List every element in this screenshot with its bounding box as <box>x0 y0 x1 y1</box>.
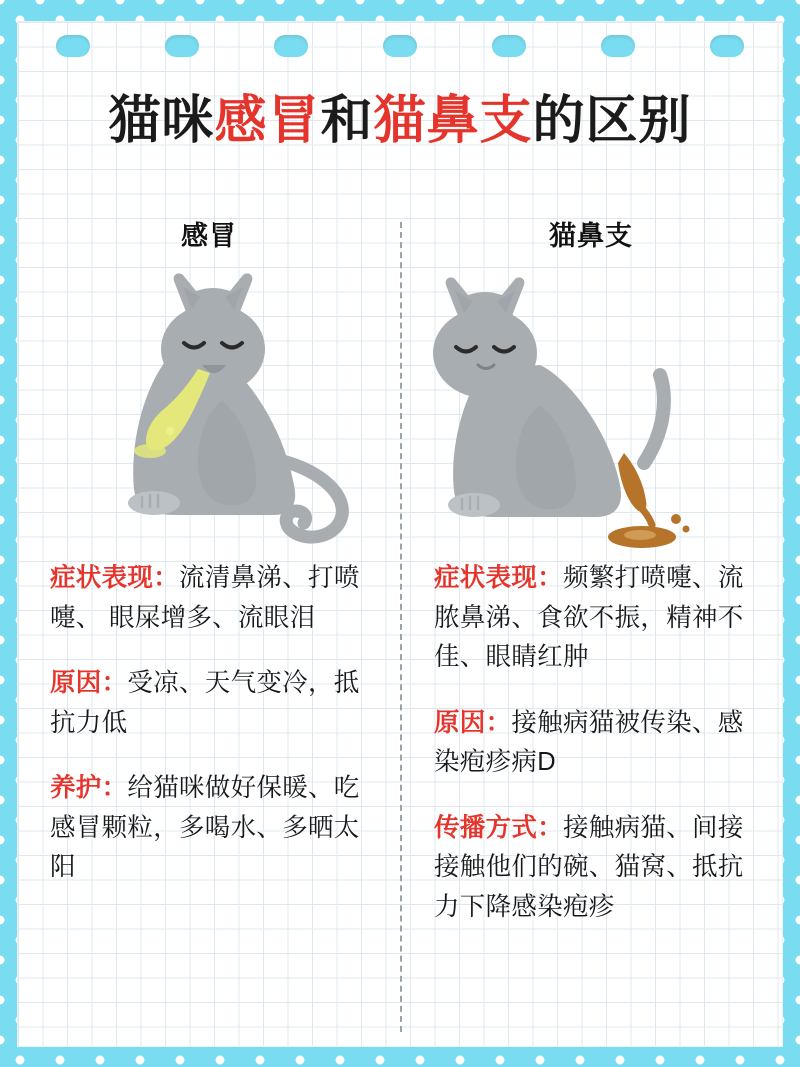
cat-illustration-vomiting <box>46 253 372 553</box>
entry-text: 受凉、天气变冷，抵抗力低 <box>50 669 360 737</box>
entry-text: 接触病猫被传染、感染疱疹病D <box>434 708 744 777</box>
column-cold <box>18 192 400 1042</box>
entry-text: 流清鼻涕、打喷嚏、 眼屎增多、流眼泪 <box>50 564 360 632</box>
notebook-paper-sheet <box>18 22 782 1046</box>
title-highlight-cold: 感冒 <box>214 92 321 150</box>
column-heading-herpes: 猫鼻支 <box>549 221 633 251</box>
entry-text: 接触病猫、间接接触他们的碗、猫窝、抵抗力下降感染疱疹 <box>434 813 744 921</box>
entry-label: 症状表现： <box>434 564 564 592</box>
entry-cold-cause <box>50 664 366 743</box>
column-herpes <box>400 192 782 1042</box>
entries-herpes <box>428 559 754 927</box>
entry-text: 给猫咪做好保暖、吃感冒颗粒，多喝水、多晒太阳 <box>50 774 360 882</box>
entry-label: 原因： <box>50 669 128 698</box>
entry-herpes-cause <box>434 704 752 783</box>
column-heading-cold: 感冒 <box>181 221 237 251</box>
entry-label: 症状表现： <box>50 564 180 592</box>
title-part-3: 的区别 <box>532 92 692 150</box>
entry-label: 传播方式： <box>434 813 564 842</box>
page-title <box>18 78 782 153</box>
entries-cold <box>46 559 372 888</box>
entry-herpes-transmission <box>434 809 752 928</box>
entry-herpes-symptoms <box>434 559 752 678</box>
title-highlight-herpes: 猫鼻支 <box>373 92 533 150</box>
entry-label: 养护： <box>50 774 128 803</box>
comparison-columns <box>18 192 782 1042</box>
entry-text: 频繁打喷嚏、流脓鼻涕、食欲不振，精神不佳、眼睛红肿 <box>434 564 744 672</box>
entry-cold-symptoms <box>50 559 366 638</box>
title-part-1: 猫咪 <box>108 92 215 150</box>
entry-label: 原因： <box>434 708 512 737</box>
cat-illustration-diarrhea <box>428 253 754 553</box>
entry-cold-care <box>50 769 366 888</box>
title-part-2: 和 <box>320 92 374 150</box>
